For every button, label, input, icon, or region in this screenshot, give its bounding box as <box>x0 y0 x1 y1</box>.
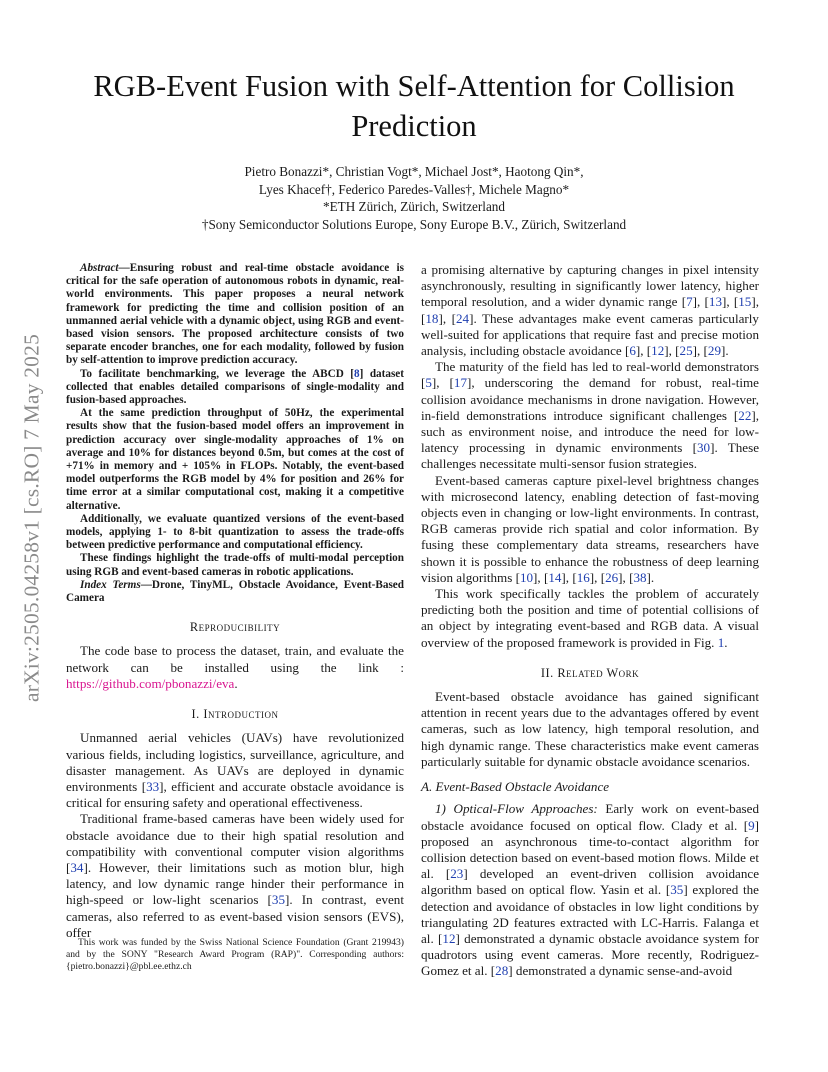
citation-link[interactable]: 33 <box>146 778 160 794</box>
citation-link[interactable]: 9 <box>748 817 755 833</box>
citation-link[interactable]: 34 <box>70 859 84 875</box>
repo-link[interactable]: https://github.com/pbonazzi/eva <box>66 675 235 691</box>
abstract-paragraph-3: At the same prediction throughput of 50Hz, the experimental results show that the fusion-based model offers an improvement in prediction accuracy over single-modality approaches of 1% on average and 10% for distances beyond 0.5m, but comes at the cost of +71% in memory and + 105% in FLOPs. Notably, the event-based model outperforms the RGB model by 4% for position and 26% for time error at a similar computational cost, making it a competitive alternative. <box>66 407 404 512</box>
citation-link[interactable]: 18 <box>425 310 439 326</box>
funding-footnote: This work was funded by the Swiss National Science Foundation (Grant 219943) and by the SONY "Research Award Program (RAP)". Corresponding authors: {pietro.bonazzi}@pbl.ee.ethz.ch <box>66 937 404 973</box>
citation-link[interactable]: 5 <box>425 375 432 391</box>
citation-link[interactable]: 29 <box>707 343 722 359</box>
section-heading-reproducibility: Reproducibility <box>189 620 281 635</box>
right-column <box>421 262 759 980</box>
affiliation-1: *ETH Zürich, Zürich, Switzerland <box>322 199 505 214</box>
intro-paragraph-1: Unmanned aerial vehicles (UAVs) have revolutionized various fields, including logistics, surveillance, agriculture, and disaster management. As UAVs are deployed in dynamic environments [33], efficient and accurate obstacle avoidance is critical for ensuring safety and operational effectiveness. <box>66 730 404 811</box>
citation-link[interactable]: 12 <box>651 343 665 359</box>
left-column <box>66 262 404 941</box>
figure-link[interactable]: 1 <box>717 634 725 650</box>
citation-link[interactable]: 8 <box>354 367 360 380</box>
affiliation-2: †Sony Semiconductor Solutions Europe, Sony Europe B.V., Zürich, Switzerland <box>201 216 627 232</box>
abstract-paragraph-4: Additionally, we evaluate quantized versions of the event-based models, applying 1- to 8-bit quantization to assess the trade-offs between predictive performance and computational efficiency. <box>66 512 404 552</box>
subsection-heading: A. Event-Based Obstacle Avoidance <box>421 779 610 795</box>
section-heading-related-work: II. Related Work <box>540 665 640 680</box>
citation-link[interactable]: 22 <box>738 407 752 423</box>
citation-link[interactable]: 12 <box>442 930 456 946</box>
citation-link[interactable]: 30 <box>697 440 711 456</box>
optical-flow-paragraph: 1) Optical-Flow Approaches: Early work on event-based obstacle avoidance focused on optical flow. Clady et al. [9] proposed an asynchronous time-to-contact algorithm for collision detection based on event-based motion flows. Milde et al. [23] developed an event-driven collision avoidance algorithm based on optical flow. Yasin et al. [35] explored the detection and avoidance of obstacles in low light conditions by triangulating 2D features extracted with LC-Harris. Falanga et al. [12] demonstrated a dynamic obstacle avoidance system for quadrotors using event cameras. More recently, Rodriguez-Gomez et al. [28] demonstrated a dynamic sense-and-avoid <box>421 801 760 979</box>
footnote <box>66 937 404 974</box>
index-terms-label: Index Terms <box>80 578 141 591</box>
right-paragraph-3: Event-based cameras capture pixel-level brightness changes with microsecond latency, enabling detection of fast-moving objects even in changing or low-light environments. In contrast, RGB cameras provide rich spatial and color information. By fusing these complementary data streams, researchers have shown it is possible to enhance the robustness of deep learning vision algorithms [10], [14], [16], [26], [38]. <box>421 472 759 585</box>
citation-link[interactable]: 26 <box>605 569 619 585</box>
index-terms: Index Terms—Drone, TinyML, Obstacle Avoidance, Event-Based Camera <box>66 578 404 605</box>
paper-title: RGB-Event Fusion with Self-Attention for Collision Prediction <box>93 69 735 143</box>
author-block <box>150 163 678 233</box>
citation-link[interactable]: 6 <box>629 343 636 359</box>
reproducibility-text: The code base to process the dataset, train, and evaluate the network can be installed using the link : https://github.com/pbonazzi/eva. <box>66 643 404 691</box>
citation-link[interactable]: 14 <box>548 569 562 585</box>
arxiv-watermark <box>12 283 52 753</box>
authors-line-1: Pietro Bonazzi*, Christian Vogt*, Michael Jost*, Haotong Qin*, <box>244 164 584 179</box>
section-heading-introduction: I. Introduction <box>191 707 279 722</box>
citation-link[interactable]: 28 <box>495 963 509 979</box>
arxiv-id: arXiv:2505.04258v1 [cs.RO] 7 May 2025 <box>19 333 44 703</box>
right-paragraph-2: The maturity of the field has led to real-world demonstrators [5], [17], underscoring the demand for robust, real-time collision avoidance mechanisms in drone navigation. However, in-field demonstrations introduce significant challenges [22], such as environment noise, and introduce the need for low-latency processing in dynamic environments [30]. These challenges necessitate multi-sensor fusion strategies. <box>421 359 760 472</box>
citation-link[interactable]: 17 <box>453 375 468 391</box>
related-work-paragraph: Event-based obstacle avoidance has gained significant attention in recent years due to the advantages offered by event cameras, such as low latency, high temporal resolution, and high dynamic range. These characteristics make event cameras particularly suitable for dynamic obstacle avoidance scenarios. <box>421 689 759 769</box>
authors-line-2: Lyes Khacef†, Federico Paredes-Valles†, Michele Magno* <box>258 181 570 197</box>
citation-link[interactable]: 10 <box>519 569 534 585</box>
intro-paragraph-2: Traditional frame-based cameras have been widely used for obstacle avoidance due to their high spatial resolution and compatibility with conventional computer vision algorithms [34]. However, their limitations such as motion blur, high latency, and low dynamic range hinder their performance in high-speed or low-light scenarios [35]. In contrast, event cameras, also referred to as event-based vision sensors (EVS), offer <box>66 811 404 940</box>
paragraph-label: 1) Optical-Flow Approaches: <box>435 801 598 817</box>
citation-link[interactable]: 15 <box>738 294 752 310</box>
right-paragraph-1: a promising alternative by capturing changes in pixel intensity asynchronously, resulting in significantly lower latency, higher temporal resolution, and a wider dynamic range [7], [13], [15], [18], [24]. These advantages make event cameras particularly well-suited for applications that require fast and precise motion analysis, including obstacle avoidance [6], [12], [25], [29]. <box>421 262 759 359</box>
abstract-label: Abstract <box>80 262 119 274</box>
citation-link[interactable]: 25 <box>679 343 693 359</box>
citation-link[interactable]: 38 <box>633 569 647 585</box>
citation-link[interactable]: 16 <box>576 569 590 585</box>
citation-link[interactable]: 35 <box>670 882 684 898</box>
citation-link[interactable]: 24 <box>455 310 470 326</box>
abstract-paragraph-2: To facilitate benchmarking, we leverage the ABCD [8] dataset collected that enables detailed comparisons of single-modality and fusion-based approaches. <box>66 367 405 407</box>
citation-link[interactable]: 23 <box>450 866 464 882</box>
abstract-paragraph-1: Abstract—Ensuring robust and real-time obstacle avoidance is critical for the safe operation of autonomous robots in dynamic, real-world environments. This paper proposes a neural network framework for predicting the time and collision position of an unmanned aerial vehicle with a dynamic object, using RGB and event-based vision sensors. The proposed architecture consists of two separate encoder branches, one for each modality, followed by fusion by self-attention to improve prediction accuracy. <box>66 262 404 367</box>
citation-link[interactable]: 13 <box>708 294 722 310</box>
abstract-paragraph-5: These findings highlight the trade-offs of multi-modal perception using RGB and event-based cameras in robotic applications. <box>66 552 404 578</box>
right-paragraph-4: This work specifically tackles the problem of accurately predicting both the position and time of potential collisions of an object by integrating event-based and RGB data. A visual overview of the proposed framework is provided in Fig. 1. <box>421 586 759 650</box>
citation-link[interactable]: 35 <box>271 892 286 908</box>
citation-link[interactable]: 7 <box>686 294 693 310</box>
abstract <box>66 262 404 605</box>
